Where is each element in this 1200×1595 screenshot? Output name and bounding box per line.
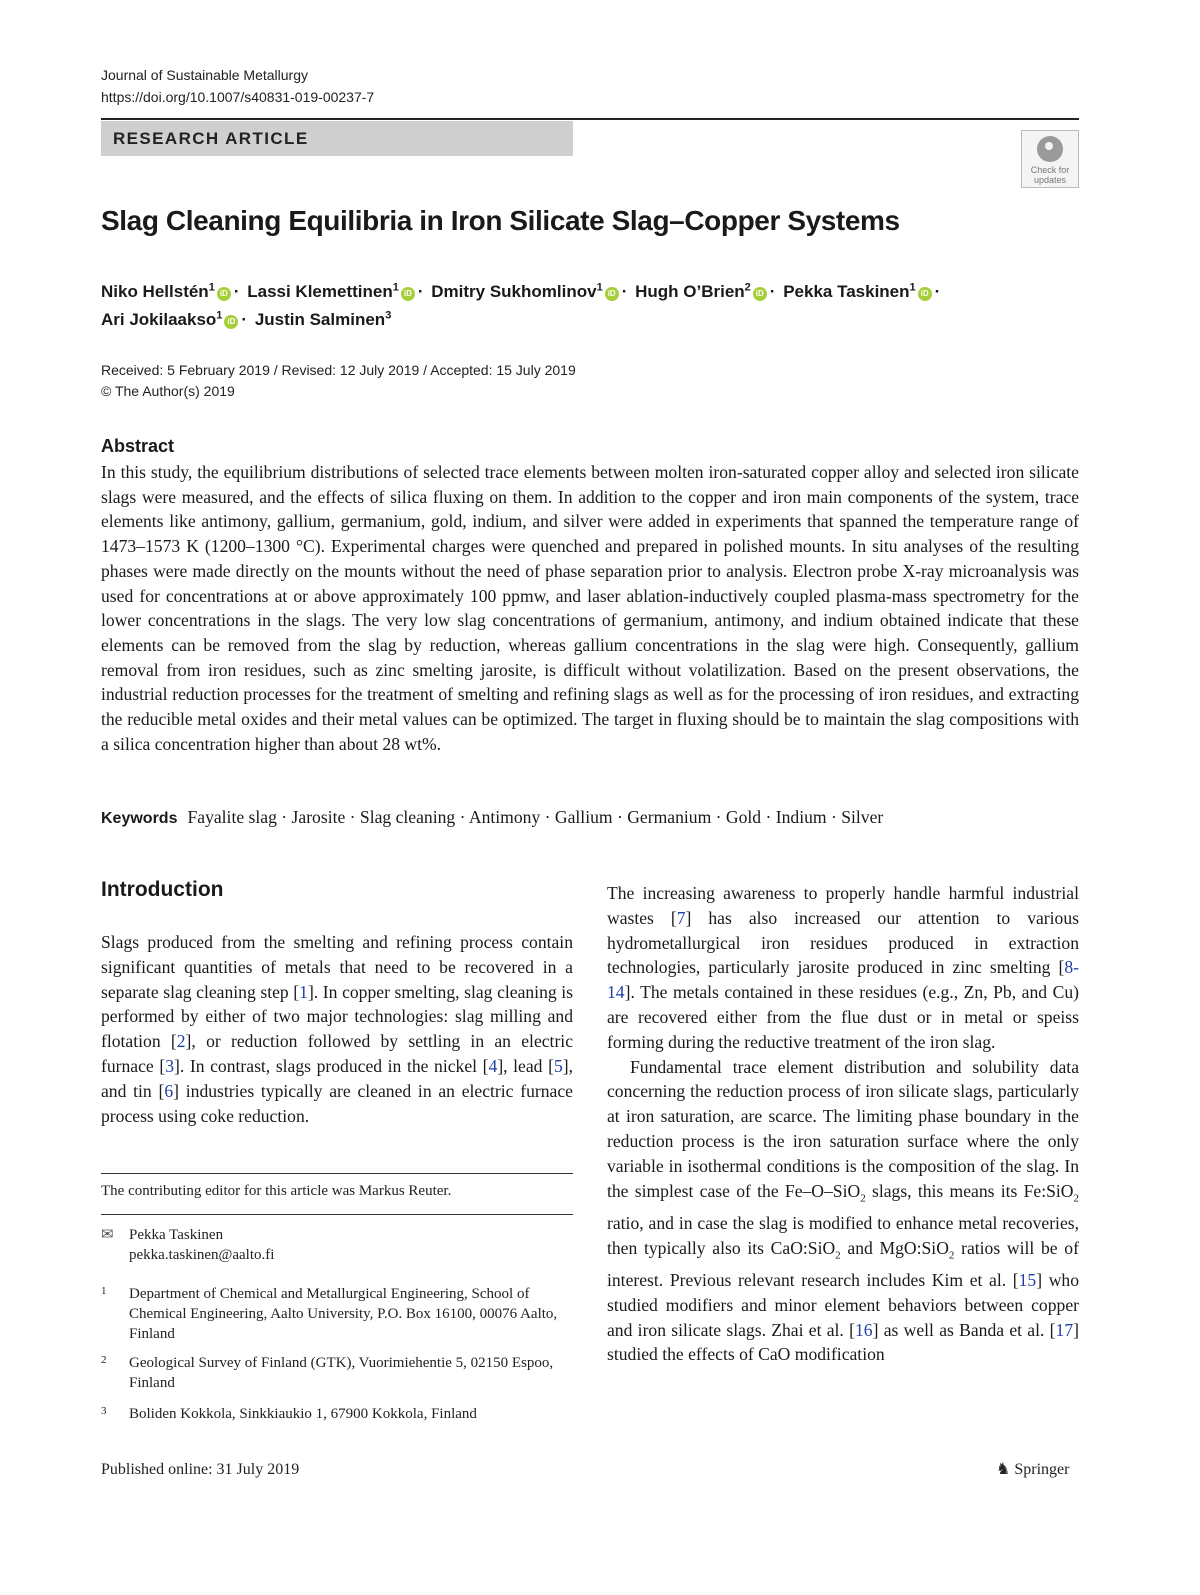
article-type-label: RESEARCH ARTICLE xyxy=(113,129,309,148)
paragraph: Fundamental trace element distribution and solubility data concerning the reduction process of iron silicate slags, particularly at iron saturation, are scarce. The limiting phase boundary in the reduction process is the iron saturation surface where the only variable in isothermal conditions is the composition of the slag. In the simplest case of the Fe–O–SiO$_2$ slags, this means its Fe:SiO$_2$ ratio, and in case the slag is modified to enhance metal recoveries, then typically also its CaO:SiO$_2$ and MgO:SiO$_2$ ratios will be of interest. Previous relevant research includes Kim et al. [15] who studied modifiers and minor element behaviors between copper and iron silicate slags. Zhai et al. [16] as well as Banda et al. [17] studied the effects of CaO modification xyxy=(607,1056,1080,1365)
crossmark-icon xyxy=(1037,136,1063,162)
footnote-rule xyxy=(101,1214,573,1215)
orcid-icon[interactable]: iD xyxy=(401,287,415,301)
citation-link[interactable]: 3 xyxy=(165,1055,174,1076)
citation-link[interactable]: 2 xyxy=(176,1031,186,1052)
citation-link[interactable]: 1 xyxy=(299,981,308,1002)
corresponding-author xyxy=(101,1225,274,1265)
citation-link[interactable]: 8-14 xyxy=(607,957,1079,1003)
author[interactable]: Pekka Taskinen$^1$iD xyxy=(783,282,931,301)
author[interactable]: Ari Jokilaakso$^1$iD xyxy=(101,310,238,329)
journal-name: Journal of Sustainable Metallurgy xyxy=(101,67,309,83)
publisher-logo: ♞ Springer xyxy=(996,1461,1070,1478)
affiliation: 1 Department of Chemical and Metallurgical Engineering, School of Chemical Engineering, Aalto University, P.O. Box 16100, 00076 Aalto, Finland xyxy=(101,1285,558,1342)
orcid-icon[interactable]: iD xyxy=(753,287,767,301)
article-title: Slag Cleaning Equilibria in Iron Silicate Slag–Copper Systems xyxy=(101,205,900,236)
paragraph: The increasing awareness to properly handle harmful industrial wastes [7] has also increased our attention to various hydrometallurgical iron residues produced in extraction technologies, particularly jarosite produced in zinc smelting [8-14]. The metals contained in these residues (e.g., Zn, Pb, and Cu) are recovered either from the flue dust or in metal or speiss forming during the reductive treatment of the iron slag. xyxy=(607,883,1079,1052)
introduction-heading: Introduction xyxy=(101,878,224,901)
orcid-icon[interactable]: iD xyxy=(224,315,238,329)
orcid-icon[interactable]: iD xyxy=(918,287,932,301)
author[interactable]: Lassi Klemettinen$^1$iD xyxy=(247,282,415,301)
journal-header xyxy=(101,64,374,108)
citation-link[interactable]: 4 xyxy=(488,1055,498,1076)
copyright: © The Author(s) 2019 xyxy=(101,383,235,399)
footnote-rule xyxy=(101,1173,573,1174)
citation-link[interactable]: 5 xyxy=(553,1055,563,1076)
corresponding-email[interactable]: pekka.taskinen@aalto.fi xyxy=(129,1247,275,1263)
abstract-heading: Abstract xyxy=(101,436,175,456)
citation-link[interactable]: 15 xyxy=(1018,1269,1037,1290)
springer-horse-icon: ♞ xyxy=(996,1461,1011,1478)
author[interactable]: Justin Salminen$^3$ xyxy=(254,309,392,330)
header-rule xyxy=(101,118,1079,120)
editor-note: The contributing editor for this article was Markus Reuter. xyxy=(101,1183,452,1199)
abstract-text: In this study, the equilibrium distributions of selected trace elements between molten iron-saturated copper alloy and selected iron silicate slags were measured, and the effects of silica fluxing on them. In addition to the copper and iron main components of the system, trace elements like antimony, gallium, germanium, gold, indium, and silver were added in experiments that spanned the temperature range of 1473–1573 K (1200–1300 °C). Experimental charges were quenched and prepared in polished mounts. In situ analyses of the resulting phases were made directly on the mounts without the need of phase separation prior to analysis. Electron probe X-ray microanalysis was used for concentrations at or above approximately 100 ppmw, and laser ablation-inductively coupled plasma-mass spectrometry for the lower concentrations in the slags. The very low slag concentrations of germanium, antimony, and indium obtained indicate that these elements can be removed from the slag by reduction, whereas gallium concentrations in the slag were high. Consequently, gallium removal from iron residues, such as zinc smelting jarosite, is difficult without volatilization. Based on the present observations, the industrial reduction processes for the treatment of smelting and refining slags as well as for the processing of iron residues, and extracting the reducible metal oxides and their metal values can be optimized. The target in fluxing should be to maintain the slag compositions with a silica concentration higher than about 28 wt%. xyxy=(101,462,1079,754)
orcid-icon[interactable]: iD xyxy=(217,287,231,301)
author[interactable]: Niko Hellstén$^1$iD xyxy=(101,282,231,301)
keywords-list: Fayalite slag · Jarosite · Slag cleaning · Antimony · Gallium · Germanium · Gold · Indium · Silver xyxy=(187,807,884,827)
body-column-left xyxy=(101,930,573,1128)
affiliation: 2 Geological Survey of Finland (GTK), Vuorimiehentie 5, 02150 Espoo, Finland xyxy=(101,1354,554,1391)
citation-link[interactable]: 7 xyxy=(676,907,686,928)
citation-link[interactable]: 17 xyxy=(1055,1319,1074,1340)
orcid-icon[interactable]: iD xyxy=(605,287,619,301)
author[interactable]: Hugh O’Brien$^2$iD xyxy=(635,282,767,301)
affiliation: 3 Boliden Kokkola, Sinkkiaukio 1, 67900 Kokkola, Finland xyxy=(101,1405,477,1422)
body-column-right xyxy=(607,881,1079,1367)
doi-link[interactable]: https://doi.org/10.1007/s40831-019-00237-7 xyxy=(101,89,375,105)
history-dates: Received: 5 February 2019 / Revised: 12 July 2019 / Accepted: 15 July 2019 xyxy=(101,362,576,378)
keywords xyxy=(101,807,883,828)
article-type-bar xyxy=(101,121,573,156)
envelope-icon: ✉ xyxy=(101,1227,114,1243)
published-date: Published online: 31 July 2019 xyxy=(101,1461,300,1478)
citation-link[interactable]: 6 xyxy=(164,1080,174,1101)
check-for-updates-button[interactable] xyxy=(1021,130,1079,188)
article-dates xyxy=(101,360,576,402)
citation-link[interactable]: 16 xyxy=(854,1319,873,1340)
paragraph: Slags produced from the smelting and refining process contain significant quantities of metals that need to be recovered in a separate slag cleaning step [1]. In copper smelting, slag cleaning is performed by either of two major technologies: slag milling and flotation [2], or reduction followed by settling in an electric furnace [3]. In contrast, slags produced in the nickel [4], lead [5], and tin [6] industries typically are cleaned in an electric furnace process using coke reduction. xyxy=(101,932,574,1126)
keywords-heading: Keywords xyxy=(101,810,178,827)
author-list: Niko Hellstén$^1$iD · Lassi Klemettinen$^1$iD · Dmitry Sukhomlinov$^1$iD · Hugh O’Brien$^2$iD · Pekka Taskinen$^1$iD · Ari Jokilaakso$^1$iD · Justin Salminen$^3$ xyxy=(101,281,941,330)
check-updates-label: Check for updates xyxy=(1030,165,1070,185)
author[interactable]: Dmitry Sukhomlinov$^1$iD xyxy=(431,282,618,301)
corresponding-name: Pekka Taskinen xyxy=(129,1227,224,1243)
